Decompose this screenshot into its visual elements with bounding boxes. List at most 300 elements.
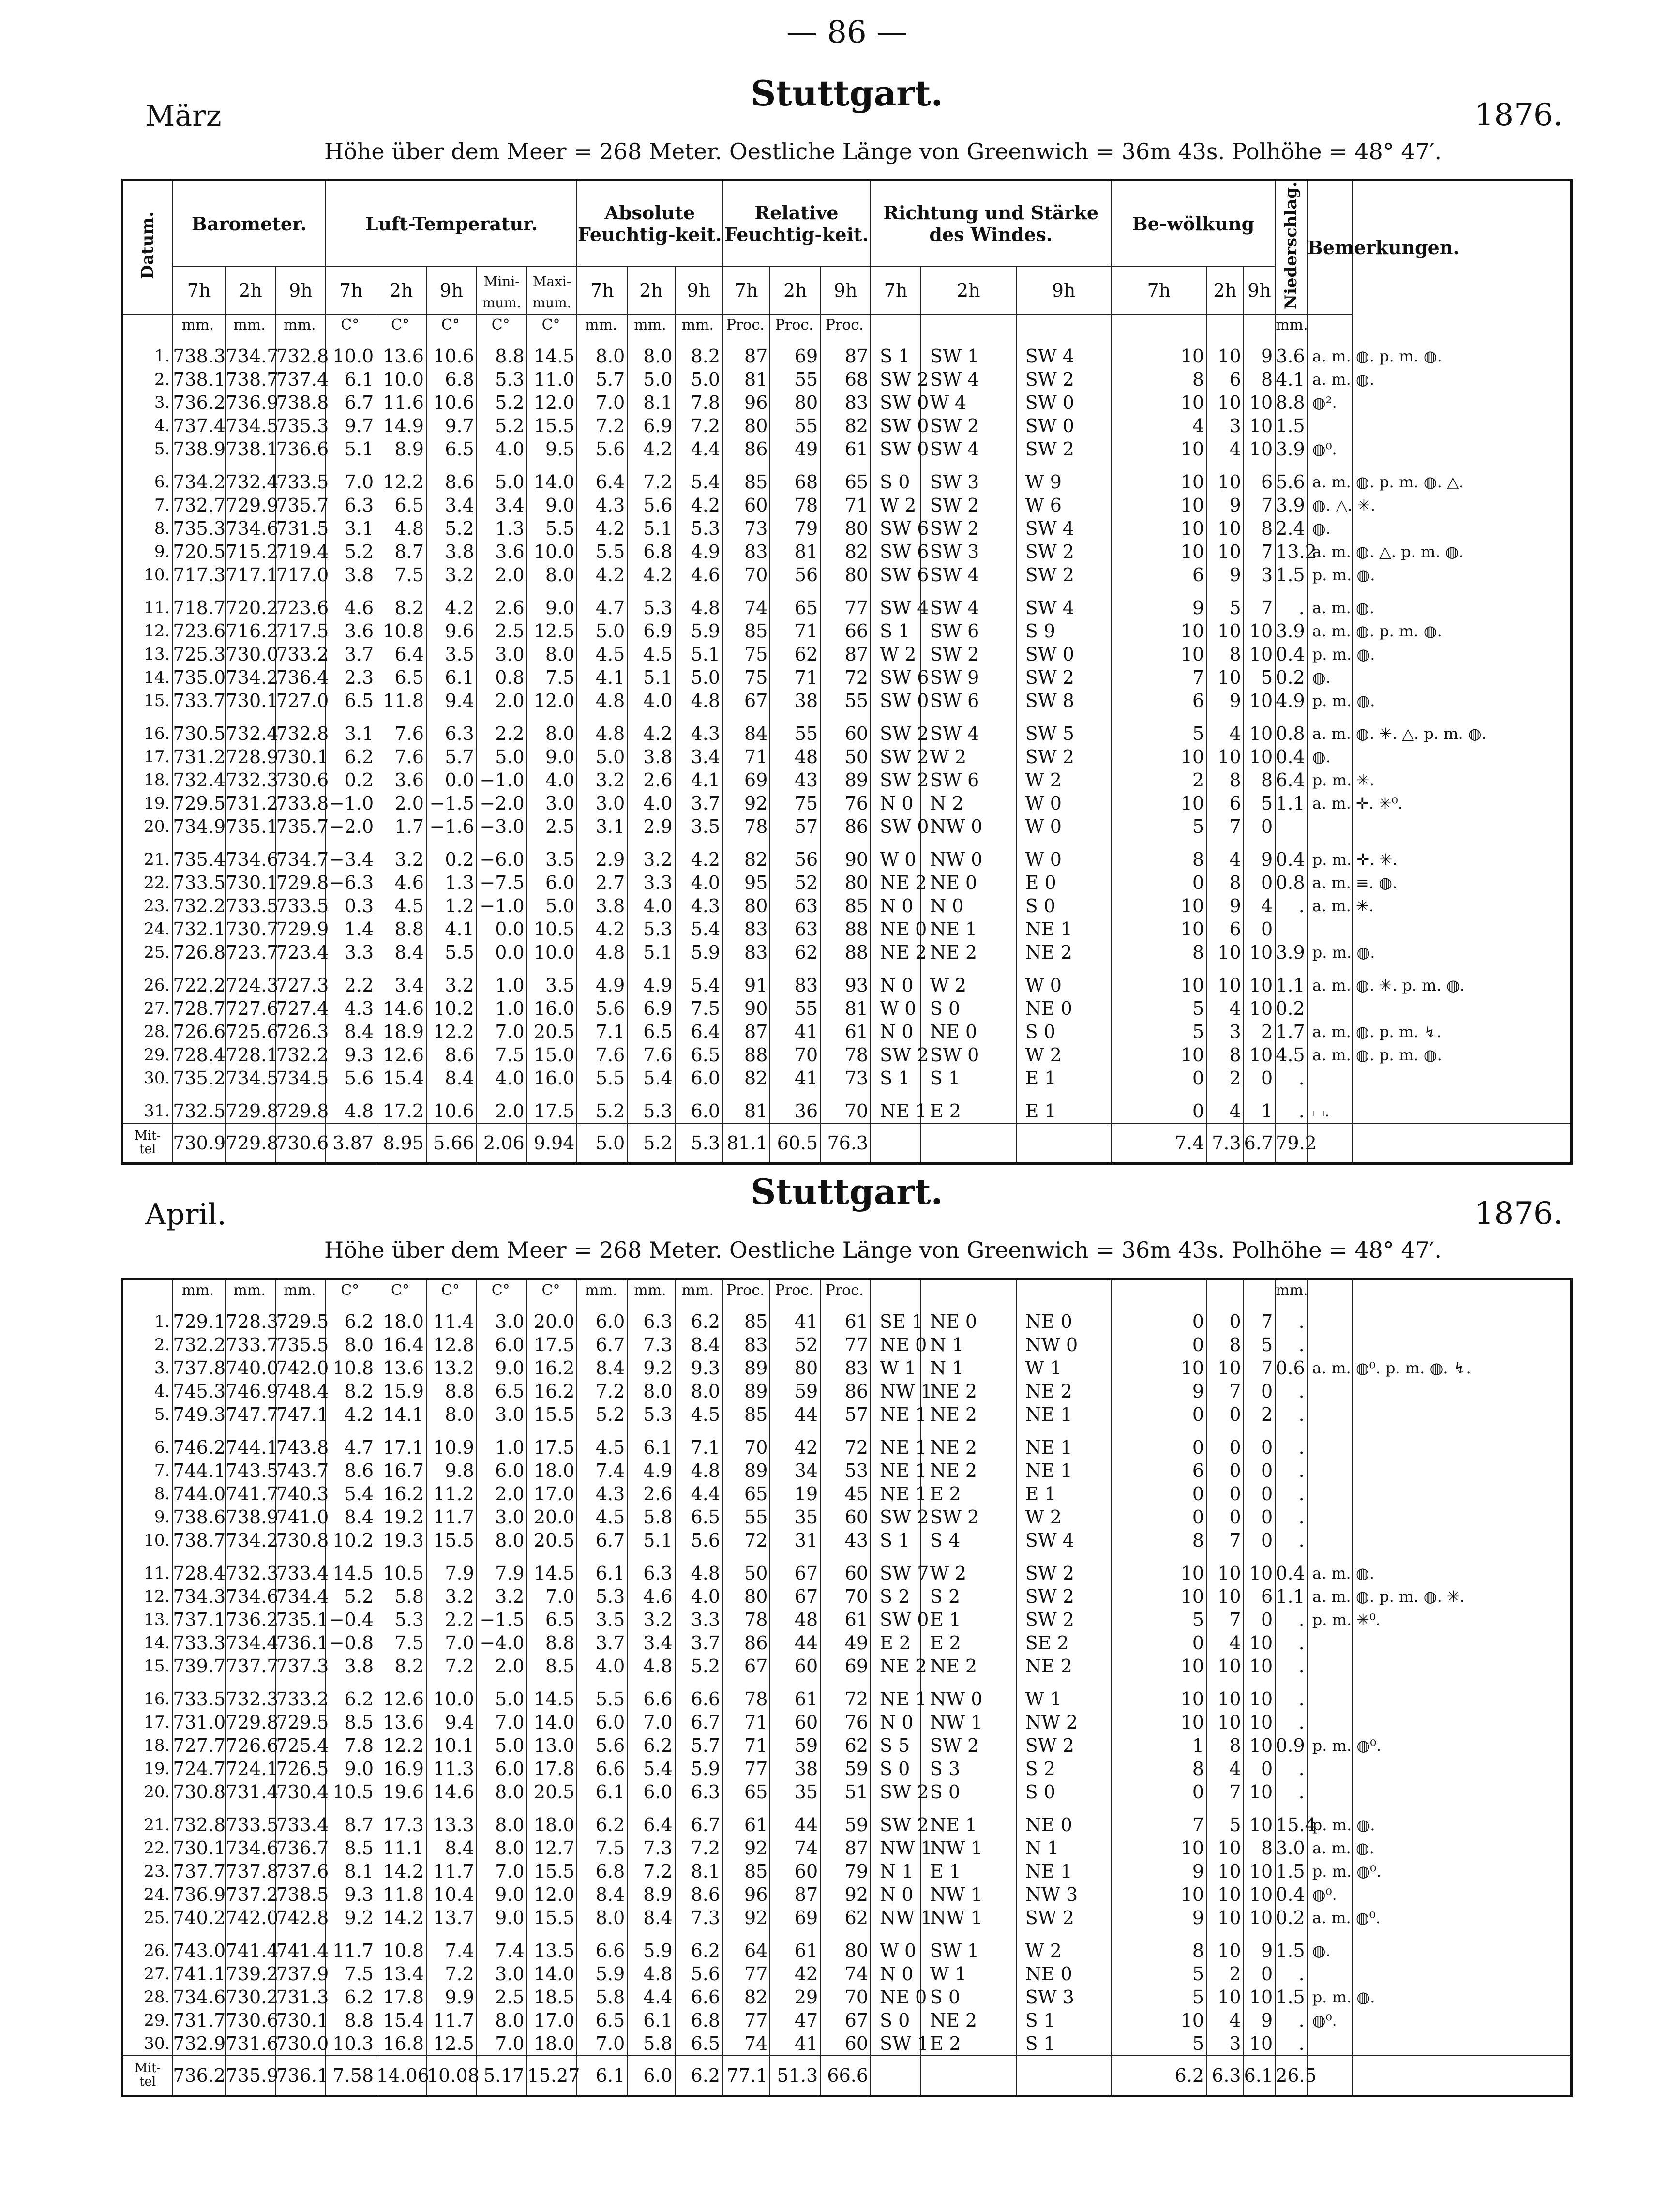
wind-cell: N 0 — [921, 894, 1016, 918]
value-cell: 6.8 — [577, 1860, 627, 1883]
value-cell: 3.3 — [627, 871, 675, 894]
value-cell: 7.4 — [477, 1939, 527, 1962]
spacer-cell — [275, 838, 326, 848]
value-cell: 5.6 — [627, 494, 675, 517]
wind-cell: NE 1 — [871, 1436, 921, 1459]
value-cell: 83 — [770, 974, 820, 997]
unit-cell — [1206, 314, 1244, 335]
value-cell: 735.0 — [173, 667, 226, 689]
value-cell: 10 — [1111, 1711, 1206, 1734]
unit-cell — [1016, 314, 1112, 335]
value-cell: 48 — [770, 745, 820, 768]
value-cell: 19.3 — [376, 1529, 426, 1552]
value-cell: 87 — [722, 1020, 770, 1043]
remarks-cell: p. m. ◍⁰. — [1307, 1860, 1352, 1883]
value-cell: 6.0 — [527, 871, 577, 894]
value-cell: 2 — [1111, 768, 1206, 792]
value-cell: 8.5 — [326, 1836, 376, 1860]
value-cell: 71 — [722, 1734, 770, 1757]
value-cell: 733.2 — [276, 644, 329, 665]
wind-cell: NW 0 — [921, 848, 1016, 871]
spacer-cell — [527, 1929, 577, 1939]
spacer-cell — [1244, 964, 1276, 974]
spacer-cell — [376, 1678, 426, 1687]
remarks-cell: ◍⁰. — [1307, 2009, 1352, 2032]
value-cell: 15.5 — [426, 1529, 477, 1552]
remarks-cell: a. m. ✳. — [1307, 894, 1352, 918]
value-cell: 63 — [770, 894, 820, 918]
value-cell: 82 — [722, 1067, 770, 1090]
value-cell: 0 — [1244, 918, 1276, 941]
value-cell: 75 — [722, 666, 770, 689]
value-cell: 4.0 — [627, 894, 675, 918]
value-cell: . — [1275, 1436, 1307, 1459]
value-cell: 6.1 — [627, 1436, 675, 1459]
value-cell: 5 — [1244, 1333, 1276, 1356]
wind-cell: NE 0 — [871, 1333, 921, 1356]
value-cell: 6.3 — [326, 494, 376, 517]
value-cell: 10.0 — [426, 1687, 477, 1711]
value-cell: 10 — [1206, 1687, 1244, 1711]
spacer-cell — [820, 1552, 871, 1562]
value-cell: 735.3 — [173, 518, 226, 540]
value-cell: 5.5 — [527, 517, 577, 540]
empty-cell — [1352, 1459, 1572, 1482]
spacer-cell — [477, 1678, 527, 1687]
value-cell: 5.0 — [527, 894, 577, 918]
remarks-cell: p. m. ◍. — [1307, 1986, 1352, 2009]
wind-cell: NE 0 — [1016, 1310, 1112, 1333]
value-cell: 0.2 — [326, 768, 376, 792]
spacer-cell — [1352, 1804, 1572, 1813]
remarks-cell — [1307, 1655, 1352, 1678]
remarks-cell: a. m. ◍. — [1307, 1836, 1352, 1860]
spacer-cell — [527, 1678, 577, 1687]
spacer-cell — [1307, 1678, 1352, 1687]
value-cell: 5.9 — [675, 619, 722, 643]
value-cell: 7.6 — [627, 1043, 675, 1067]
value-cell: 12.2 — [426, 1020, 477, 1043]
value-cell: 8.8 — [376, 918, 426, 941]
remarks-cell: a. m. ◍. — [1307, 368, 1352, 391]
wind-cell: NE 2 — [921, 1403, 1016, 1426]
value-cell: 7.5 — [326, 1962, 376, 1986]
subheader-text: 2h — [956, 279, 980, 301]
mean-label: Mit-tel — [135, 1128, 161, 1157]
value-cell: 16.0 — [527, 1067, 577, 1090]
value-cell: 6.5 — [376, 494, 426, 517]
unit-cell — [1307, 314, 1352, 335]
unit-cell: mm. — [577, 314, 627, 335]
value-cell: 733.5 — [226, 1814, 279, 1836]
spacer-cell — [1016, 1090, 1112, 1099]
value-cell: 82 — [820, 540, 871, 563]
value-cell: 747.7 — [226, 1404, 279, 1425]
wind-cell: W 1 — [921, 1962, 1016, 1986]
spacer-cell — [376, 712, 426, 722]
group-spacer — [122, 964, 1572, 974]
group-spacer — [122, 587, 1572, 596]
group-spacer — [122, 1929, 1572, 1939]
value-cell: 5.8 — [577, 1986, 627, 2009]
wind-cell: SW 2 — [921, 517, 1016, 540]
spacer-cell — [1111, 1090, 1206, 1099]
value-cell: 69 — [722, 768, 770, 792]
remarks-cell — [1307, 1711, 1352, 1734]
remarks-cell: a. m. ◍. p. m. ◍. — [1307, 1043, 1352, 1067]
value-cell: 81 — [722, 368, 770, 391]
value-cell: 2 — [1244, 1403, 1276, 1426]
value-cell: 9.2 — [326, 1906, 376, 1929]
value-cell: 1 — [1111, 1734, 1206, 1757]
value-cell: 80 — [820, 517, 871, 540]
value-cell: 8.4 — [376, 941, 426, 964]
value-cell: 6 — [1206, 792, 1244, 815]
empty-cell — [1352, 643, 1572, 666]
remarks-cell — [1307, 1459, 1352, 1482]
value-cell: 7 — [1111, 1813, 1206, 1836]
value-cell: 1.0 — [477, 1436, 527, 1459]
subheader-text: 9h — [289, 279, 313, 301]
subheader-h7 — [577, 267, 627, 314]
spacer-cell — [577, 1552, 627, 1562]
header-niederschlag — [1275, 181, 1307, 315]
value-cell: 5 — [1111, 2032, 1206, 2056]
value-cell: 9.6 — [426, 619, 477, 643]
value-cell: 2.3 — [326, 666, 376, 689]
value-cell: 4.2 — [675, 494, 722, 517]
value-cell: 4.9 — [627, 1459, 675, 1482]
wind-cell: NE 1 — [871, 1403, 921, 1426]
spacer-cell — [275, 587, 326, 596]
value-cell: 34 — [770, 1459, 820, 1482]
remarks-cell — [1307, 997, 1352, 1020]
spacer-cell — [226, 1804, 276, 1813]
value-cell: 10 — [1206, 1655, 1244, 1678]
spacer-cell — [770, 712, 820, 722]
value-cell: 732.5 — [172, 1099, 225, 1123]
spacer-cell — [1307, 1804, 1352, 1813]
remarks-cell — [1307, 1687, 1352, 1711]
subheader-text: 9h — [833, 279, 857, 301]
value-cell: 738.3 — [173, 346, 226, 367]
value-cell: 6.0 — [627, 1780, 675, 1804]
day-cell: 26. — [122, 974, 173, 997]
value-cell: 9.0 — [527, 596, 577, 619]
value-cell: 96 — [722, 1883, 770, 1906]
value-cell: 41 — [770, 2032, 820, 2056]
spacer-cell — [1352, 1552, 1572, 1562]
value-cell: 3.1 — [326, 722, 376, 745]
value-cell: 83 — [820, 391, 871, 414]
spacer-cell — [1275, 838, 1307, 848]
day-cell: 12. — [122, 619, 173, 643]
value-cell: 4.9 — [627, 974, 675, 997]
value-cell: 728.9 — [226, 746, 279, 768]
value-cell: 10.0 — [326, 345, 376, 368]
spacer-cell — [376, 964, 426, 974]
spacer-cell — [527, 587, 577, 596]
remarks-cell — [1307, 2032, 1352, 2056]
value-cell: 17.5 — [527, 1333, 577, 1356]
day-cell: 20. — [122, 1780, 173, 1804]
value-cell: 7.8 — [326, 1734, 376, 1757]
wind-cell: N 1 — [921, 1356, 1016, 1380]
value-cell: 18.5 — [527, 1986, 577, 2009]
header-rel_feucht-text: Relative Feuchtig-keit. — [724, 202, 869, 246]
value-cell: 7.2 — [627, 1860, 675, 1883]
subheader-text: 7h — [1147, 279, 1171, 301]
value-cell: 8 — [1244, 768, 1276, 792]
table-row — [122, 1585, 1572, 1608]
spacer-cell — [1244, 587, 1276, 596]
value-cell: 10 — [1244, 1734, 1276, 1757]
value-cell: 734.5 — [226, 1068, 279, 1089]
value-cell: 83 — [820, 1356, 871, 1380]
spacer-cell — [770, 335, 820, 345]
spacer-cell — [1244, 712, 1276, 722]
value-cell: 1.5 — [1275, 1986, 1307, 2009]
value-cell: 10 — [1244, 1687, 1276, 1711]
remarks-cell: p. m. ✳⁰. — [1307, 1608, 1352, 1631]
subheader-h7 — [722, 267, 770, 314]
value-cell: 5.3 — [627, 1403, 675, 1426]
wind-cell: NE 0 — [1016, 1813, 1112, 1836]
spacer-cell — [376, 1090, 426, 1099]
spacer-cell — [1275, 964, 1307, 974]
table-row — [122, 2032, 1572, 2056]
spacer-cell — [1352, 838, 1572, 848]
value-cell: 4 — [1206, 1099, 1244, 1123]
value-cell: 6 — [1111, 1459, 1206, 1482]
day-cell: 2. — [122, 368, 173, 391]
spacer-cell — [820, 1678, 871, 1687]
value-cell: 8.0 — [627, 1380, 675, 1403]
value-cell: 7 — [1244, 1310, 1276, 1333]
value-cell: 5.3 — [577, 1585, 627, 1608]
value-cell: 3.9 — [1275, 941, 1307, 964]
wind-cell: S 0 — [871, 470, 921, 494]
value-cell: −2.0 — [326, 815, 376, 838]
value-cell: 68 — [820, 368, 871, 391]
value-cell: 6.6 — [577, 1757, 627, 1780]
value-cell: . — [1275, 2009, 1307, 2032]
spacer-cell — [1111, 1552, 1206, 1562]
value-cell: −1.0 — [477, 768, 527, 792]
value-cell: 20.0 — [527, 1505, 577, 1529]
day-cell: 7. — [122, 494, 173, 517]
value-cell: 18.0 — [527, 1459, 577, 1482]
value-cell: . — [1275, 1099, 1307, 1123]
value-cell: 8.6 — [675, 1883, 722, 1906]
unit-cell: mm. — [172, 1279, 225, 1301]
spacer-cell — [1111, 335, 1206, 345]
spacer-cell — [477, 838, 527, 848]
day-cell: 17. — [122, 745, 173, 768]
value-cell: 0 — [1206, 1436, 1244, 1459]
spacer-cell — [1307, 461, 1352, 470]
day-cell: 17. — [122, 1711, 173, 1734]
unit-cell: Proc. — [770, 314, 820, 335]
value-cell: 734.6 — [226, 1837, 279, 1859]
value-cell: −0.4 — [326, 1608, 376, 1631]
group-spacer — [122, 1552, 1572, 1562]
value-cell: 728.4 — [173, 1563, 226, 1584]
value-cell: 10 — [1111, 619, 1206, 643]
spacer-cell — [426, 712, 477, 722]
spacer-cell — [275, 1090, 326, 1099]
spacer-cell — [1206, 712, 1244, 722]
value-cell: 6.8 — [627, 540, 675, 563]
spacer-cell — [326, 1678, 376, 1687]
value-cell: 719.4 — [276, 541, 329, 563]
value-cell: 5.2 — [477, 414, 527, 437]
month-label: April. — [145, 1198, 226, 1232]
value-cell: 16.7 — [376, 1459, 426, 1482]
mean-value-cell: 5.17 — [477, 2056, 527, 2096]
value-cell: −3.0 — [477, 815, 527, 838]
value-cell: 10 — [1206, 666, 1244, 689]
subheader-text: 2h — [1213, 279, 1237, 301]
value-cell: 3.2 — [426, 974, 477, 997]
spacer-cell — [426, 1552, 477, 1562]
value-cell: 0 — [1244, 871, 1276, 894]
spacer-cell — [1111, 1678, 1206, 1687]
empty-cell — [1352, 437, 1572, 461]
unit-cell: Proc. — [820, 1279, 871, 1301]
table-header — [122, 181, 1572, 315]
empty-cell — [1352, 1939, 1572, 1962]
wind-cell: W 0 — [871, 997, 921, 1020]
value-cell: 4.8 — [577, 722, 627, 745]
spacer-cell — [1307, 1090, 1352, 1099]
value-cell: 15.9 — [376, 1380, 426, 1403]
value-cell: 13.3 — [426, 1813, 477, 1836]
spacer-cell — [871, 1090, 921, 1099]
spacer-cell — [1206, 587, 1244, 596]
spacer-cell — [1016, 1929, 1112, 1939]
spacer-cell — [226, 335, 276, 345]
value-cell: 1.5 — [1275, 414, 1307, 437]
value-cell: 17.1 — [376, 1436, 426, 1459]
spacer-cell — [376, 1426, 426, 1436]
value-cell: 5.2 — [326, 540, 376, 563]
spacer-cell — [376, 335, 426, 345]
wind-cell: N 1 — [871, 1860, 921, 1883]
value-cell: 17.8 — [527, 1757, 577, 1780]
wind-cell: SW 1 — [871, 2032, 921, 2056]
spacer-cell — [275, 1804, 326, 1813]
spacer-cell — [226, 1300, 276, 1310]
spacer-cell — [871, 335, 921, 345]
value-cell: 55 — [722, 1505, 770, 1529]
value-cell: 6.2 — [675, 1939, 722, 1962]
value-cell: 6.6 — [675, 1986, 722, 2009]
value-cell: 3.6 — [1275, 345, 1307, 368]
value-cell: 0.3 — [326, 894, 376, 918]
value-cell: 8 — [1244, 517, 1276, 540]
value-cell: . — [1275, 596, 1307, 619]
value-cell: 737.6 — [276, 1861, 329, 1882]
value-cell: 4.8 — [577, 689, 627, 712]
header-barometer-text: Barometer. — [191, 212, 307, 235]
spacer-cell — [1206, 1552, 1244, 1562]
mean-value-cell: 735.9 — [226, 2056, 276, 2096]
value-cell: 83 — [722, 941, 770, 964]
day-cell: 9. — [122, 1505, 173, 1529]
value-cell: 0.4 — [1275, 745, 1307, 768]
unit-cell: mm. — [275, 314, 326, 335]
spacer-cell — [172, 461, 225, 470]
value-cell: 92 — [722, 1836, 770, 1860]
spacer-cell — [675, 335, 722, 345]
value-cell: 14.0 — [527, 1962, 577, 1986]
value-cell: 725.3 — [173, 644, 226, 665]
group-spacer — [122, 1300, 1572, 1310]
value-cell: 729.8 — [226, 1712, 279, 1733]
value-cell: 8.2 — [376, 596, 426, 619]
wind-cell: NE 0 — [1016, 997, 1112, 1020]
mean-value-cell: 730.6 — [275, 1123, 326, 1164]
remarks-cell: ◍². — [1307, 391, 1352, 414]
value-cell: 0 — [1206, 1459, 1244, 1482]
wind-cell: N 0 — [871, 1883, 921, 1906]
value-cell: 8.6 — [426, 1043, 477, 1067]
wind-cell: SW 0 — [871, 391, 921, 414]
value-cell: 85 — [722, 470, 770, 494]
value-cell: 18.9 — [376, 1020, 426, 1043]
table-body — [122, 1279, 1572, 2096]
value-cell: 6.5 — [477, 1380, 527, 1403]
subheader-text: 2h — [389, 279, 413, 301]
unit-cell: C° — [326, 1279, 376, 1301]
value-cell: 5.8 — [627, 1505, 675, 1529]
value-cell: 5.2 — [477, 391, 527, 414]
value-cell: 6.9 — [627, 619, 675, 643]
spacer-cell — [1111, 1929, 1206, 1939]
spacer-cell — [477, 461, 527, 470]
value-cell: 15.4 — [376, 1067, 426, 1090]
value-cell: 0.2 — [1275, 1906, 1307, 1929]
value-cell: 4.8 — [376, 517, 426, 540]
spacer-cell — [577, 461, 627, 470]
value-cell: 6.0 — [675, 1099, 722, 1123]
value-cell: 49 — [820, 1631, 871, 1655]
value-cell: 4.1 — [426, 918, 477, 941]
empty-cell — [1352, 941, 1572, 964]
remarks-cell — [1307, 414, 1352, 437]
mean-value-cell: 66.6 — [820, 2056, 871, 2096]
value-cell: 12.6 — [376, 1687, 426, 1711]
value-cell: −6.0 — [477, 848, 527, 871]
wind-cell: SW 0 — [871, 815, 921, 838]
value-cell: 8.0 — [426, 1403, 477, 1426]
value-cell: 17.5 — [527, 1436, 577, 1459]
value-cell: 9.7 — [326, 414, 376, 437]
value-cell: 4.3 — [326, 997, 376, 1020]
value-cell: 4.8 — [675, 596, 722, 619]
value-cell: 726.8 — [173, 942, 226, 963]
value-cell: 7 — [1206, 815, 1244, 838]
spacer-cell — [122, 838, 173, 848]
value-cell: 5.4 — [675, 470, 722, 494]
subheader-h2 — [226, 267, 276, 314]
value-cell: −1.0 — [326, 792, 376, 815]
spacer-cell — [577, 838, 627, 848]
empty-cell — [1352, 494, 1572, 517]
value-cell: 6.4 — [376, 643, 426, 666]
day-cell: 25. — [122, 941, 173, 964]
